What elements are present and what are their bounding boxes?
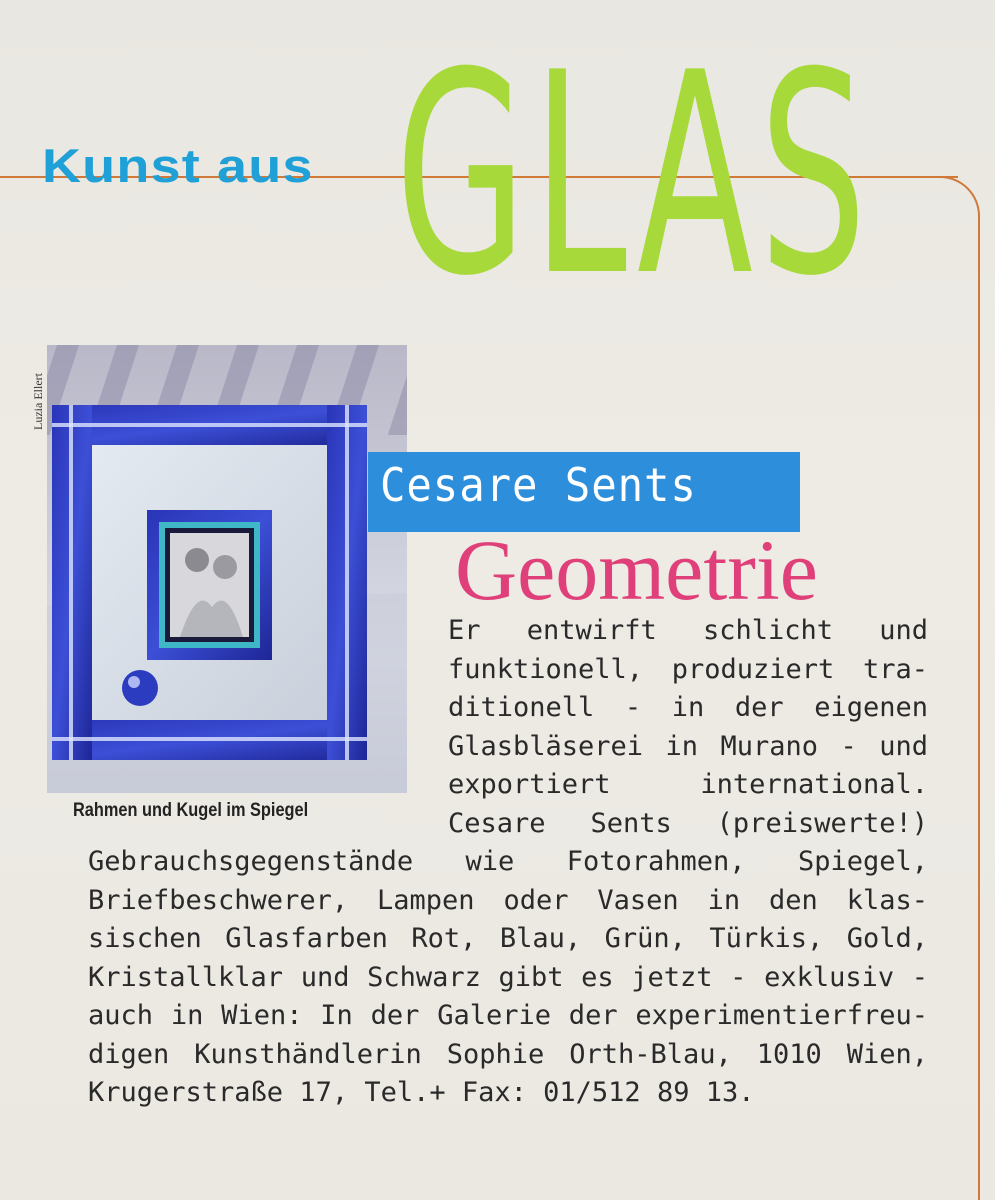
photo-caption: Rahmen und Kugel im Spiegel — [73, 800, 309, 821]
article-line: Kristallklar und Schwarz gibt es jetzt - exklusiv - — [88, 961, 928, 993]
headline-geometrie: Geometrie — [455, 522, 818, 618]
article-line: Gebrauchsgegenstände wie Fotorahmen, Spiegel, — [88, 846, 928, 877]
article-line: Er entwirft schlicht und — [448, 615, 928, 646]
designer-name: Cesare Sents — [380, 458, 697, 512]
article-body — [88, 612, 928, 1113]
article-line: exportiert international. — [448, 769, 928, 800]
article-line: digen Kunsthändlerin Sophie Orth-Blau, 1010 Wien, — [88, 1038, 928, 1070]
article-line: funktionell, produziert tra- — [448, 653, 928, 685]
article-line: Glasbläserei in Murano - und — [448, 730, 928, 762]
orange-rule-vertical — [978, 220, 980, 1200]
article-line: Cesare Sents (preiswerte!) — [448, 807, 928, 839]
kicker-kunst-aus: Kunst aus — [42, 139, 314, 192]
article-line: ditionell - in der eigenen — [448, 692, 928, 723]
article-line: Briefbeschwerer, Lampen oder Vasen in den klas- — [88, 884, 928, 916]
article-line: auch in Wien: In der Galerie der experimentierfreu- — [88, 1000, 928, 1031]
article-line: sischen Glasfarben Rot, Blau, Grün, Türkis, Gold, — [88, 923, 928, 954]
article-line: Krugerstraße 17, Tel.+ Fax: 01/512 89 13. — [88, 1077, 755, 1108]
photo-credit: Luzia Ellert — [31, 373, 45, 430]
title-glas: GLAS — [395, 13, 873, 337]
